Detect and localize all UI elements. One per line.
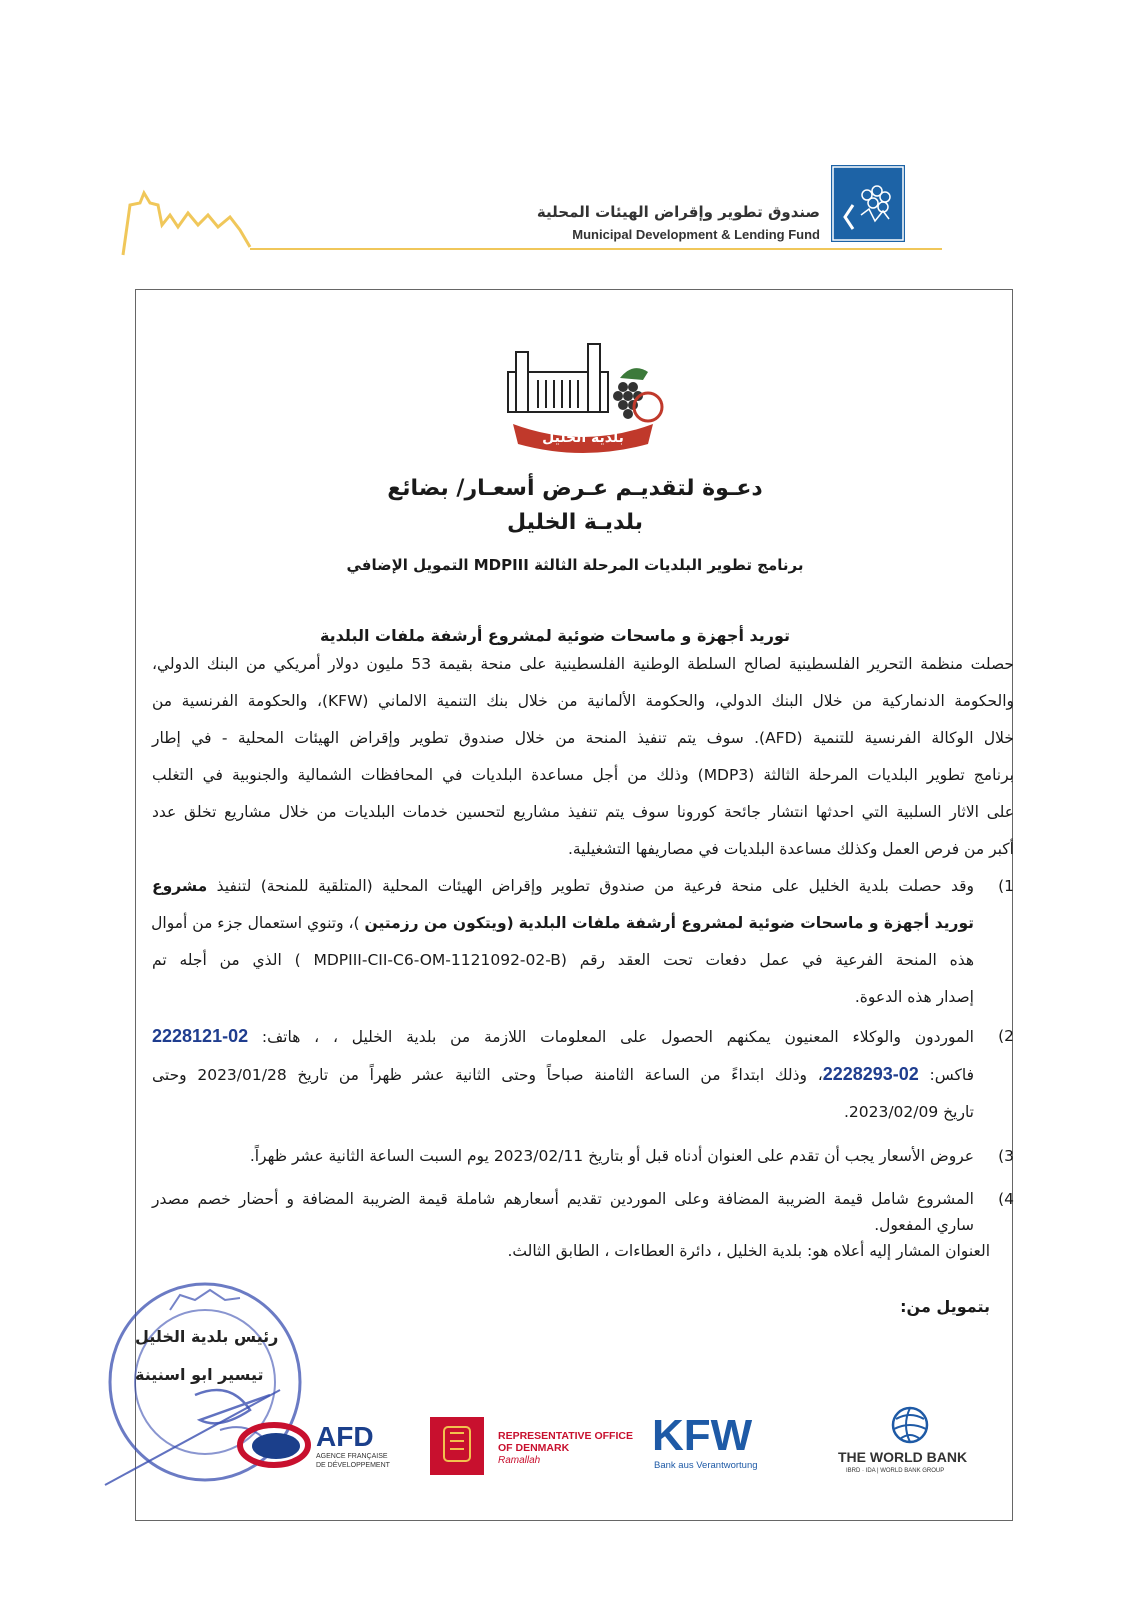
denmark-office-logo — [430, 1415, 640, 1477]
funding-label: بتمويل من: — [900, 1297, 990, 1316]
item-line — [152, 1018, 974, 1056]
item-line: ساري المفعول. — [874, 1216, 974, 1234]
afd-sub2: DE DÉVELOPPEMENT — [316, 1462, 390, 1469]
logo-banner-text: بلدية الخليل — [542, 430, 624, 446]
org-name-english: Municipal Development & Lending Fund — [572, 227, 820, 242]
kfw-logo — [652, 1410, 767, 1474]
item-line — [152, 1056, 974, 1094]
denmark-line1: REPRESENTATIVE OFFICE — [498, 1430, 633, 1442]
intro-paragraph — [152, 646, 1014, 868]
fax-number: 02-2228293 — [822, 1064, 919, 1084]
signatory-title: رئيس بلدية الخليل — [135, 1327, 279, 1346]
item-bold-text: مشروع — [152, 877, 208, 895]
hebron-skyline-icon — [118, 185, 268, 265]
item-bold-text: توريد أجهزة و ماسحات ضوئية لمشروع أرشفة ملفات البلدية — [518, 914, 974, 932]
submission-address: العنوان المشار إليه أعلاه هو: بلدية الخليل ، دائرة العطاءات ، الطابق الثالث. — [507, 1242, 990, 1260]
afd-sub1: AGENCE FRANÇAISE — [316, 1453, 388, 1460]
afd-logo — [236, 1416, 406, 1474]
header-divider — [250, 248, 942, 250]
intro-line: حصلت منظمة التحرير الفلسطينية لصالح السلطة الوطنية الفلسطينية على منحة بقيمة 53 مليون دولار أمريكي من البنك الدولي، — [152, 655, 1014, 673]
denmark-line2: OF DENMARK — [498, 1442, 570, 1454]
item-line: إصدار هذه الدعوة. — [854, 988, 974, 1006]
list-item-4 — [152, 1186, 1014, 1246]
project-title: توريد أجهزة و ماسحات ضوئية لمشروع أرشفة ملفات البلدية — [319, 626, 790, 645]
item-line — [152, 868, 974, 905]
world-bank-logo — [838, 1405, 986, 1475]
item-bold-text: (ويتكون من رزمتين — [364, 914, 514, 932]
hebron-municipality-logo — [498, 332, 668, 457]
intro-line: على الاثار السلبية التي احدثها انتشار جائحة كورونا سوف يتم تنفيذ مشاريع لتحسين خدمات البلديات من خلال مشاريع تخلق عدد — [152, 803, 1014, 821]
page-title: دعـوة لتقديـم عـرض أسعـار/ بضائع — [387, 476, 763, 501]
intro-line: والحكومة الدنماركية من خلال البنك الدولي، والحكومة الألمانية من خلال بنك التنمية الالماني (KFW)، والحكومة الفرنسية من — [152, 692, 1014, 710]
item-text: ، وذلك ابتداءً من الساعة الثامنة صباحاً وحتى الثانية عشر ظهراً من تاريخ 2023/01/28 وحتى — [152, 1066, 823, 1084]
intro-line: خلال الوكالة الفرنسية للتنمية (AFD). سوف يتم تنفيذ المنحة من خلال صندوق تطوير وإقراض الهيئات المحلية - في إطار — [152, 729, 1014, 747]
item-text: )، وتنوي استعمال جزء من أموال — [151, 914, 360, 932]
denmark-line3: Ramallah — [498, 1455, 541, 1466]
item-text: الموردون والوكلاء المعنيون يمكنهم الحصول على المعلومات اللازمة من بلدية الخليل ، ، هاتف: — [261, 1028, 974, 1046]
program-subtitle: برنامج تطوير البلديات المرحلة الثالثة MDPIII التمويل الإضافي — [346, 556, 804, 574]
item-line: عروض الأسعار يجب أن تقدم على العنوان أدناه قبل أو بتاريخ 2023/02/11 يوم السبت الساعة الثانية عشر ظهراً. — [249, 1147, 974, 1165]
intro-line: برنامج تطوير البلديات المرحلة الثالثة (MDP3) وذلك من أجل مساعدة البلديات في المحافظات الشمالية والجنوبية في التغلب — [152, 766, 1014, 784]
item-line: تاريخ 2023/02/09. — [843, 1103, 974, 1121]
phone-number: 02-2228121 — [152, 1026, 249, 1046]
kfw-tagline: Bank aus Verantwortung — [654, 1460, 758, 1471]
intro-line: أكبر من فرص العمل وكذلك مساعدة البلديات في مصاريفها التشغيلية. — [567, 840, 1014, 858]
municipality-title: بلديـة الخليل — [507, 510, 643, 535]
kfw-name: KFW — [652, 1411, 753, 1460]
list-item-3 — [152, 1138, 1014, 1178]
item-number: 3) — [998, 1147, 1014, 1165]
afd-name: AFD — [316, 1421, 374, 1452]
org-name-arabic: صندوق تطوير وإقراض الهيئات المحلية — [536, 203, 820, 221]
fax-label: فاكس: — [929, 1066, 974, 1084]
list-item-2 — [152, 1018, 1014, 1128]
item-line: المشروع شامل قيمة الضريبة المضافة وعلى الموردين تقديم أسعارهم شاملة قيمة الضريبة المضافة و أحضار خصم مصدر — [152, 1190, 974, 1208]
item-number: 4) — [998, 1190, 1014, 1208]
signatory-name: تيسير ابو اسنينة — [135, 1365, 264, 1384]
item-line — [152, 905, 974, 942]
world-bank-name: THE WORLD BANK — [838, 1449, 968, 1465]
item-number: 2) — [998, 1027, 1014, 1045]
item-number: 1) — [998, 877, 1014, 895]
mdlf-logo — [831, 165, 905, 242]
item-line: هذه المنحة الفرعية في عمل دفعات تحت العقد رقم (MDPIII-CII-C6-OM-1121092-02-B ) الذي من أجله تم — [152, 951, 975, 969]
list-item-1 — [152, 868, 1014, 1018]
world-bank-sub: IBRD · IDA | WORLD BANK GROUP — [846, 1468, 945, 1474]
item-text: وقد حصلت بلدية الخليل على منحة فرعية من صندوق تطوير وإقراض الهيئات المحلية (المتلقية للمنحة) لتنفيذ — [216, 877, 974, 895]
